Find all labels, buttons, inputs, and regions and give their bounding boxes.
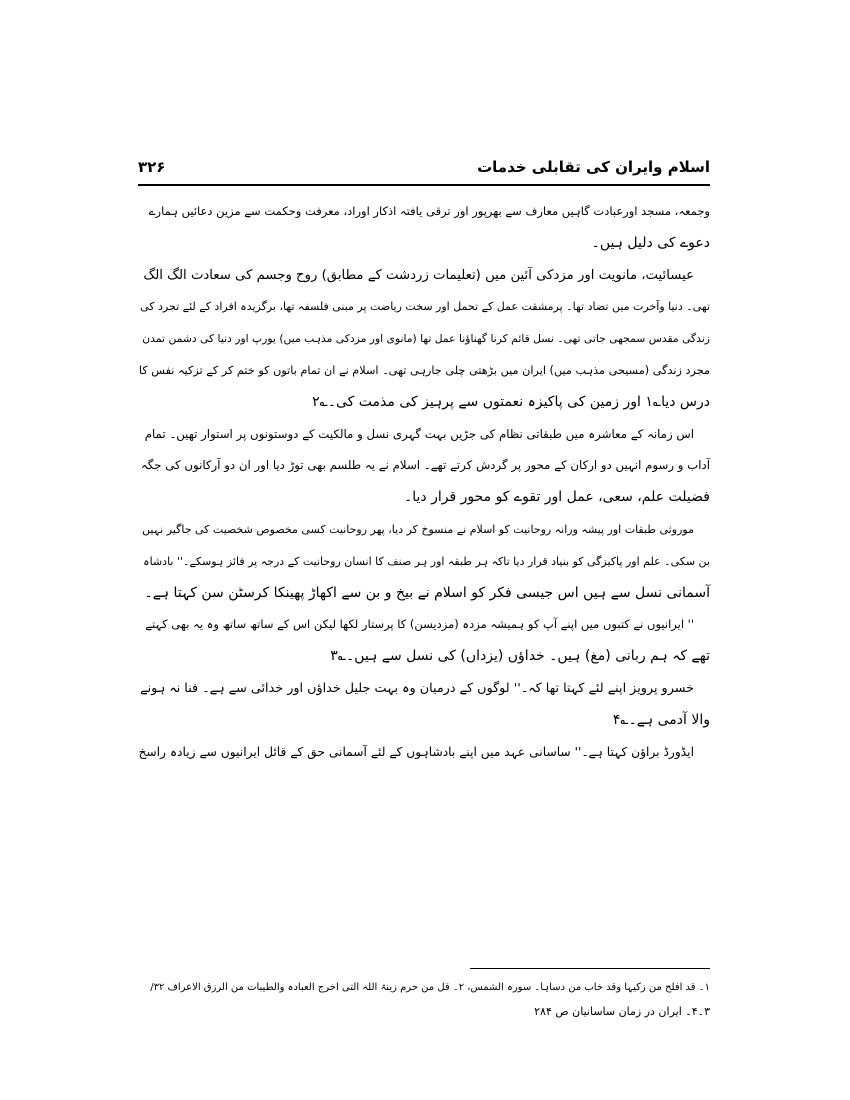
text-line: دعوے کی دلیل ہیں۔ — [591, 234, 710, 251]
footnotes — [138, 976, 710, 1024]
text-line: تھی۔ دنیا وآخرت میں تضاد تھا۔ پرمشقت عمل کے تحمل اور سخت ریاضت پر مبنی فلسفہ تھا، برگزیدہ افراد کے لئے تجرد کی — [140, 300, 710, 314]
text-line: وجمعہ، مسجد اورعبادت گاہیں معارف سے بھرپور اور ترقی یافتہ اذکار اوراد، معرفت وحکمت سے مزین دعائیں ہمارے — [148, 204, 710, 218]
paragraph — [138, 609, 710, 673]
paragraph — [138, 514, 710, 609]
text-line: بن سکی۔ علم اور پاکیزگی کو بنیاد قرار دیا تاکہ ہر طبقہ اور ہر صنف کا انسان روحانیت کے درجہ پر فائز ہوسکے۔'' بادشاہ — [143, 554, 710, 568]
page-number: ۳۲۶ — [138, 158, 166, 176]
text-line: فضیلت علم، سعی، عمل اور تقوے کو محور قرار دیا۔ — [404, 489, 710, 506]
paragraph — [138, 419, 710, 514]
paragraph — [138, 260, 710, 419]
text-line: ایڈورڈ براؤن کہتا ہے۔'' ساسانی عہد میں اپنے بادشاہوں کے لئے آسمانی حق کے قائل ایرانیوں سے زیادہ راسخ — [138, 744, 694, 759]
text-line: تھے کہ ہم ربانی (مغ) ہیں۔ خداؤں (یزداں) کی نسل سے ہیں۔؎۳ — [330, 648, 710, 665]
footnote-divider — [470, 968, 710, 969]
text-line: اس زمانہ کے معاشرہ میں طبقاتی نظام کی جڑیں بہت گہری نسل و مالکیت کے دوستونوں پر استوار تھیں۔ تمام — [144, 426, 694, 441]
footnote-line: ۳۔۴۔ ایران در زمان ساسانیان ص ۲۸۴ — [534, 1005, 710, 1018]
text-line: درس دیا؎۱ اور زمین کی پاکیزہ نعمتوں سے پرہیز کی مذمت کی۔؎۲ — [312, 393, 710, 410]
text-line: والا آدمی ہے۔؎۴ — [612, 711, 710, 728]
text-line: آسمانی نسل سے ہیں اس جیسی فکر کو اسلام نے بیخ و بن سے اکھاڑ پھینکا کرسٹن سن کہتا ہے۔ — [144, 584, 710, 601]
paragraph — [138, 196, 710, 260]
header-divider — [138, 184, 710, 186]
header-title: اسلام وایران کی تقابلی خدمات — [477, 158, 710, 176]
body-text — [138, 196, 710, 768]
text-line: '' ایرانیوں نے کتبوں میں اپنے آپ کو ہمیشہ مزدہ (مزدیسن) کا پرستار لکھا لیکن اس کے ساتھ ساتھ وہ یہ بھی کہتے — [145, 617, 694, 632]
text-line: زندگی مقدس سمجھی جاتی تھی۔ نسل قائم کرنا گھناؤنا عمل تھا (مانوی اور مزدکی مذہب میں) یورپ اور دنیا کی دشمن تمدن — [142, 332, 710, 346]
paragraph — [138, 737, 710, 769]
text-line: موروثی طبقات اور پیشہ ورانہ روحانیت کو اسلام نے منسوخ کر دیا، پھر روحانیت کسی مخصوص شخصیت کی جاگیر نہیں — [142, 522, 694, 536]
text-line: خسرو پرویز اپنے لئے کہتا تھا کہ۔'' لوگوں کے درمیان وہ بہت جلیل خداؤں اور خدائی سے ہے۔ فنا نہ ہونے — [140, 680, 694, 696]
text-line: مجرد زندگی (مسیحی مذہب میں) ایران میں بڑھتی چلی جارہی تھی۔ اسلام نے ان تمام باتوں کو ختم کر کے تزکیہ نفس کا — [138, 363, 710, 377]
text-line: عیسائیت، مانویت اور مزدکی آئین میں (تعلیمات زردشت کے مطابق) روح وجسم کی سعادت الگ الگ — [143, 267, 694, 283]
footnote-line: ۱۔ قد افلح من زکیہا وقد خاب من دساہا۔ سورہ الشمس، ۲۔ قل من حرم زینۃ اللہ التی اخرج العبادہ والطیبات من الرزق الاعراف ۳۲/ — [150, 982, 710, 993]
running-header — [138, 158, 710, 182]
paragraph — [138, 673, 710, 737]
text-line: آداب و رسوم انہیں دو ارکان کے محور پر گردش کرتے تھے۔ اسلام نے یہ طلسم بھی توڑ دیا اور ان دو آرکانوں کی جگہ — [140, 458, 710, 473]
